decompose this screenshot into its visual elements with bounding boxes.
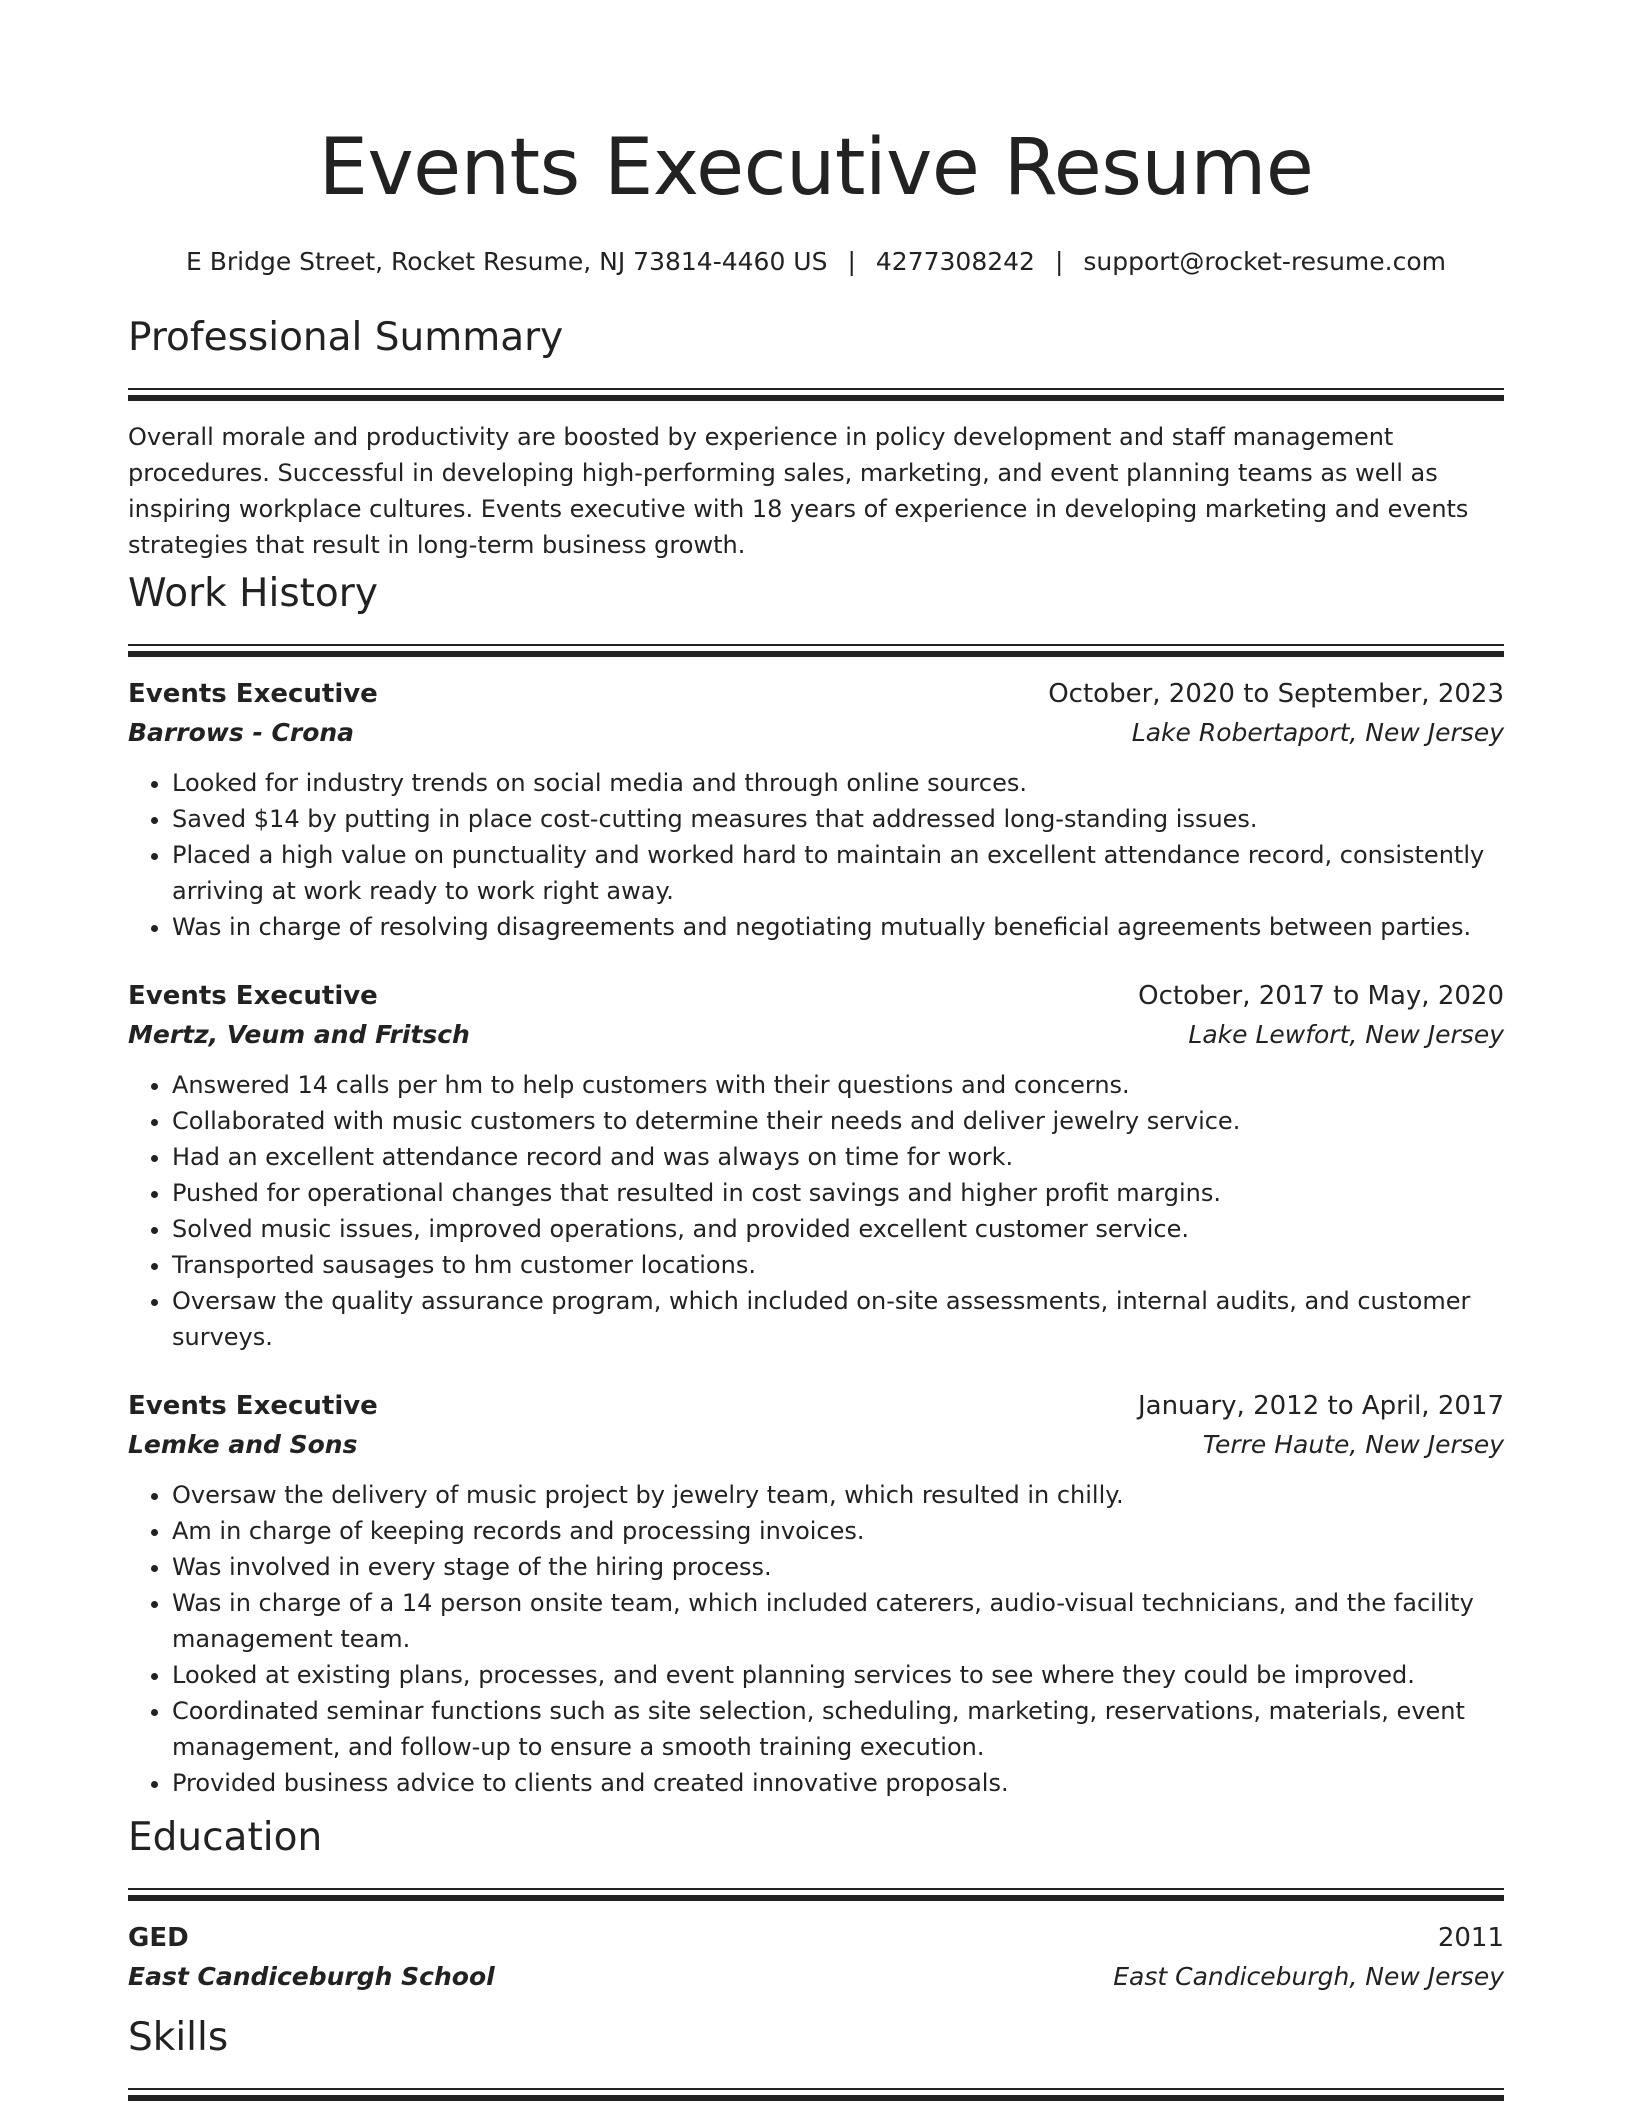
job-bullet: • Was in charge of a 14 person onsite team, which included caterers, audio-visual technicians, and the facility management team.	[172, 1585, 1504, 1657]
job-bullet: • Placed a high value on punctuality and worked hard to maintain an excellent attendance record, consistently arriving at work ready to work right away.	[172, 837, 1504, 909]
education-sub	[128, 1959, 1504, 1995]
section-divider	[128, 644, 1504, 657]
work-history-section	[128, 568, 1504, 1801]
job-bullet: • Coordinated seminar functions such as site selection, scheduling, marketing, reservations, materials, event management, and follow-up to ensure a smooth training execution.	[172, 1693, 1504, 1765]
job-head	[128, 675, 1504, 713]
section-title-education: Education	[128, 1815, 323, 1860]
job-bullet: • Saved $14 by putting in place cost-cutting measures that addressed long-standing issues.	[172, 801, 1504, 837]
skills-section	[128, 2012, 1504, 2119]
education-location: East Candiceburgh, New Jersey	[1113, 1962, 1504, 1991]
education-section	[128, 1812, 1504, 1995]
section-divider	[128, 2088, 1504, 2101]
section-title-skills: Skills	[128, 2015, 229, 2060]
job-bullet: • Oversaw the quality assurance program, which included on-site assessments, internal audits, and customer surveys.	[172, 1283, 1504, 1355]
contact-email[interactable]: support@rocket-resume.com	[1083, 247, 1447, 276]
contact-separator: |	[847, 247, 856, 276]
job-location: Terre Haute, New Jersey	[1202, 1430, 1504, 1459]
resume-title: Events Executive Resume	[318, 123, 1314, 213]
job-dates: January, 2012 to April, 2017	[1137, 1391, 1504, 1421]
job-bullet: • Was involved in every stage of the hiring process.	[172, 1549, 1504, 1585]
job-location: Lake Lewfort, New Jersey	[1188, 1020, 1504, 1049]
job-company: Barrows - Crona	[128, 718, 355, 747]
contact-line	[128, 242, 1504, 282]
education-head	[128, 1919, 1504, 1957]
contact-address: E Bridge Street, Rocket Resume, NJ 73814-4460 US	[185, 247, 828, 276]
job-entry	[128, 1387, 1504, 1801]
job-bullet: • Solved music issues, improved operations, and provided excellent customer service.	[172, 1211, 1504, 1247]
job-bullet: • Had an excellent attendance record and was always on time for work.	[172, 1139, 1504, 1175]
job-bullets	[128, 1477, 1504, 1801]
education-degree: GED	[128, 1923, 189, 1953]
job-bullet: • Looked for industry trends on social media and through online sources.	[172, 765, 1504, 801]
section-divider	[128, 388, 1504, 401]
contact-separator: |	[1054, 247, 1064, 276]
job-sub	[128, 1427, 1504, 1463]
job-bullet: • Pushed for operational changes that resulted in cost savings and higher profit margins.	[172, 1175, 1504, 1211]
job-bullet: • Answered 14 calls per hm to help customers with their questions and concerns.	[172, 1067, 1504, 1103]
summary-text: Overall morale and productivity are boosted by experience in policy development and staff management procedures. Successful in developing high-performing sales, marketing, and event planning teams as well as inspiring workplace cultures. Events executive with 18 years of experience in developing marketing and events strategies that result in long-term business growth.	[128, 423, 1469, 559]
job-bullet: • Was in charge of resolving disagreements and negotiating mutually beneficial agreements between parties.	[172, 909, 1504, 945]
job-bullets	[128, 1067, 1504, 1355]
job-sub	[128, 715, 1504, 751]
job-title: Events Executive	[128, 1391, 378, 1421]
job-title: Events Executive	[128, 679, 378, 709]
job-company: Mertz, Veum and Fritsch	[128, 1020, 470, 1049]
section-divider	[128, 1888, 1504, 1901]
job-bullet: • Provided business advice to clients and created innovative proposals.	[172, 1765, 1504, 1801]
job-title: Events Executive	[128, 981, 378, 1011]
job-location: Lake Robertaport, New Jersey	[1131, 718, 1504, 747]
job-dates: October, 2020 to September, 2023	[1048, 679, 1504, 709]
job-head	[128, 1387, 1504, 1425]
job-list	[128, 675, 1504, 1801]
education-year: 2011	[1437, 1923, 1504, 1953]
job-bullet: • Transported sausages to hm customer locations.	[172, 1247, 1504, 1283]
job-bullet: • Am in charge of keeping records and processing invoices.	[172, 1513, 1504, 1549]
education-school: East Candiceburgh School	[128, 1962, 495, 1991]
job-dates: October, 2017 to May, 2020	[1138, 981, 1504, 1011]
job-bullet: • Oversaw the delivery of music project by jewelry team, which resulted in chilly.	[172, 1477, 1504, 1513]
job-sub	[128, 1017, 1504, 1053]
section-title-summary: Professional Summary	[128, 315, 564, 360]
section-title-work-history: Work History	[128, 571, 378, 616]
job-bullets	[128, 765, 1504, 945]
job-bullet: • Looked at existing plans, processes, and event planning services to see where they could be improved.	[172, 1657, 1504, 1693]
job-head	[128, 977, 1504, 1015]
contact-phone: 4277308242	[875, 247, 1035, 276]
job-entry	[128, 675, 1504, 945]
summary-section	[128, 312, 1504, 563]
job-bullet: • Collaborated with music customers to determine their needs and deliver jewelry service.	[172, 1103, 1504, 1139]
job-company: Lemke and Sons	[128, 1430, 358, 1459]
job-entry	[128, 977, 1504, 1355]
